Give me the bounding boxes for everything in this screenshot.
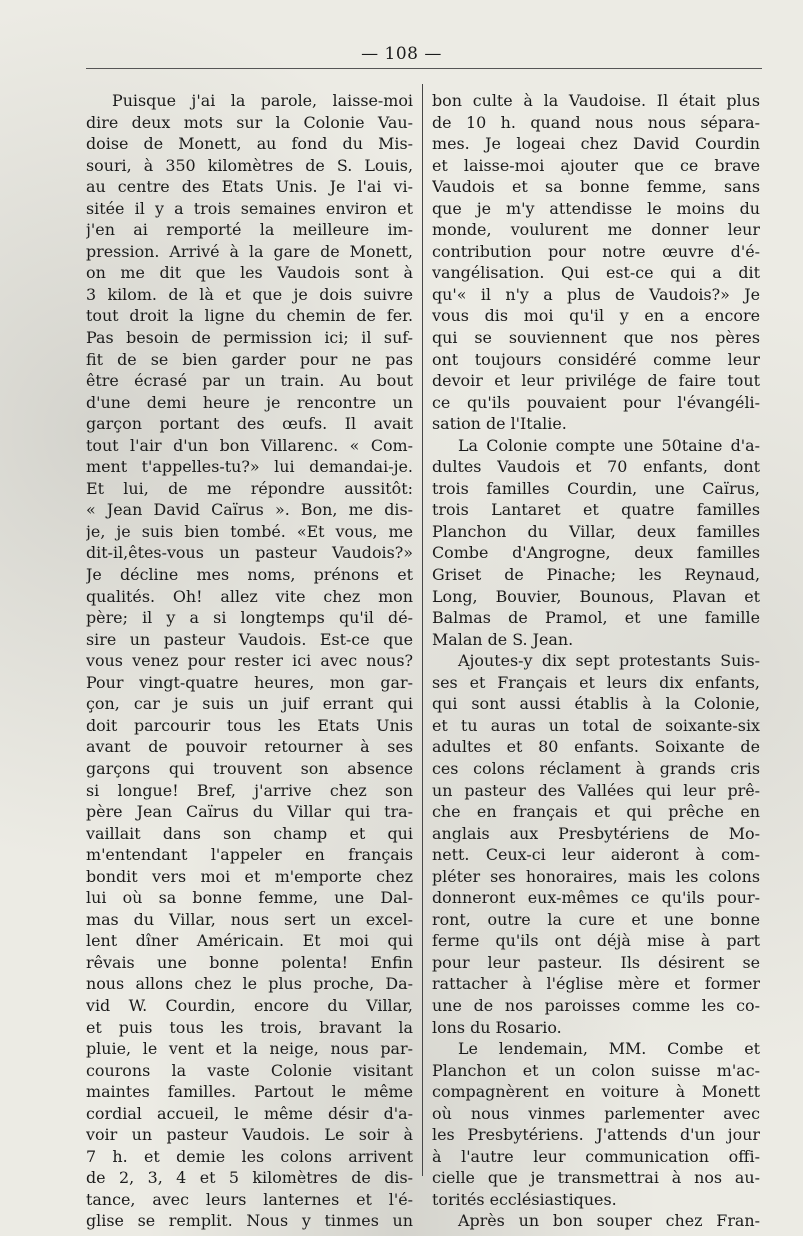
text-line: à l'autre leur communication offi- xyxy=(432,1146,760,1166)
text-line: garçon portant des œufs. Il avait xyxy=(86,414,413,434)
text-line: trois familles Courdin, une Caïrus, xyxy=(432,478,760,498)
text-line: je, je suis bien tombé. «Et vous, me xyxy=(86,521,413,541)
text-line: vous venez pour rester ici avec nous? xyxy=(86,651,413,671)
text-line: Planchon du Villar, deux familles xyxy=(432,521,760,541)
text-line: Griset de Pinache; les Reynaud, xyxy=(432,565,760,585)
text-line: La Colonie compte une 50taine d'a- xyxy=(458,435,760,455)
text-line: qui sont aussi établis à la Colonie, xyxy=(432,694,760,714)
text-line: Puisque j'ai la parole, laisse-moi xyxy=(112,91,413,110)
text-line: mes. Je logeai chez David Courdin xyxy=(432,134,760,154)
text-line: torités ecclésiastiques. xyxy=(432,1189,617,1209)
page-number: — 108 — xyxy=(361,44,442,64)
text-line: cielle que je transmettrai à nos au- xyxy=(432,1168,760,1188)
text-line: Planchon et un colon suisse m'ac- xyxy=(432,1060,760,1080)
text-line: glise se remplit. Nous y tinmes un xyxy=(86,1211,413,1231)
text-line: bon culte à la Vaudoise. Il était plus xyxy=(432,91,760,110)
text-line: lent dîner Américain. Et moi qui xyxy=(86,931,413,951)
text-line: m'entendant l'appeler en français xyxy=(86,845,413,865)
text-line: doise de Monett, au fond du Mis- xyxy=(86,134,413,154)
text-line: çon, car je suis un juif errant qui xyxy=(86,694,413,714)
text-line: et puis tous les trois, bravant la xyxy=(86,1017,413,1037)
text-line: j'en ai remporté la meilleure im- xyxy=(86,220,413,240)
text-line: anglais aux Presbytériens de Mo- xyxy=(432,823,760,843)
text-line: maintes familles. Partout le même xyxy=(86,1082,413,1102)
text-line: on me dit que les Vaudois sont à xyxy=(86,263,413,283)
text-line: sation de l'Italie. xyxy=(432,414,567,434)
text-line: de 2, 3, 4 et 5 kilomètres de dis- xyxy=(86,1168,413,1188)
text-line: mas du Villar, nous sert un excel- xyxy=(86,909,413,929)
text-line: ses et Français et leurs dix enfants, xyxy=(432,672,760,692)
text-line: où nous vinmes parlementer avec xyxy=(432,1103,760,1123)
text-line: bondit vers moi et m'emporte chez xyxy=(86,866,413,886)
text-line: Vaudois et sa bonne femme, sans xyxy=(432,177,760,197)
text-line: voir un pasteur Vaudois. Le soir à xyxy=(86,1125,413,1145)
text-line: sitée il y a trois semaines environ et xyxy=(86,198,413,218)
text-line: ment t'appelles-tu?» lui demandai-je. xyxy=(86,457,413,477)
text-line: que je m'y attendisse le moins du xyxy=(432,198,760,218)
text-line: courons la vaste Colonie visitant xyxy=(86,1060,413,1080)
text-line: devoir et leur privilége de faire tout xyxy=(432,371,760,391)
text-line: pluie, le vent et la neige, nous par- xyxy=(86,1039,413,1059)
text-line: lui où sa bonne femme, une Dal- xyxy=(86,888,413,908)
text-line: être écrasé par un train. Au bout xyxy=(86,371,413,391)
text-line: vaillait dans son champ et qui xyxy=(86,823,413,843)
text-line: et tu auras un total de soixante-six xyxy=(432,715,760,735)
text-line: qualités. Oh! allez vite chez mon xyxy=(86,586,413,606)
text-line: 3 kilom. de là et que je dois suivre xyxy=(86,284,413,304)
text-line: avant de pouvoir retourner à ses xyxy=(86,737,413,757)
text-line: ces colons réclament à grands cris xyxy=(432,758,760,778)
text-line: compagnèrent en voiture à Monett xyxy=(432,1082,760,1102)
text-line: qui se souviennent que nos pères xyxy=(432,328,760,348)
right-column xyxy=(432,90,760,1232)
text-line: ferme qu'ils ont déjà mise à part xyxy=(432,931,760,951)
left-column xyxy=(86,90,413,1232)
text-line: père Jean Caïrus du Villar qui tra- xyxy=(86,802,413,822)
text-line: d'une demi heure je rencontre un xyxy=(86,392,413,412)
text-line: souri, à 350 kilomètres de S. Louis, xyxy=(86,155,413,175)
text-line: Malan de S. Jean. xyxy=(432,629,574,649)
text-line: pléter ses honoraires, mais les colons xyxy=(432,866,760,886)
header-rule xyxy=(86,68,762,69)
text-line: Long, Bouvier, Bounous, Plavan et xyxy=(432,586,760,606)
text-line: qu'« il n'y a plus de Vaudois?» Je xyxy=(432,284,760,304)
text-line: nous allons chez le plus proche, Da- xyxy=(86,974,413,994)
text-line: Balmas de Pramol, et une famille xyxy=(432,608,760,628)
text-line: « Jean David Caïrus ». Bon, me dis- xyxy=(86,500,413,520)
text-line: Pour vingt-quatre heures, mon gar- xyxy=(86,672,413,692)
text-line: dit-il,êtes-vous un pasteur Vaudois?» xyxy=(86,543,413,563)
text-line: rêvais une bonne polenta! Enfin xyxy=(86,952,413,972)
text-line: Ajoutes-y dix sept protestants Suis- xyxy=(458,651,760,671)
text-line: adultes et 80 enfants. Soixante de xyxy=(432,737,760,757)
text-line: che en français et qui prêche en xyxy=(432,802,760,822)
text-line: pour leur pasteur. Ils désirent se xyxy=(432,952,760,972)
text-line: tance, avec leurs lanternes et l'é- xyxy=(86,1189,413,1209)
text-line: donneront eux-mêmes ce qu'ils pour- xyxy=(432,888,760,908)
text-line: trois Lantaret et quatre familles xyxy=(432,500,760,520)
text-line: cordial accueil, le même désir d'a- xyxy=(86,1103,413,1123)
text-line: sire un pasteur Vaudois. Est-ce que xyxy=(86,629,413,649)
text-line: lons du Rosario. xyxy=(432,1017,562,1037)
text-line: rattacher à l'église mère et former xyxy=(432,974,760,994)
text-line: nett. Ceux-ci leur aideront à com- xyxy=(432,845,760,865)
text-line: une de nos paroisses comme les co- xyxy=(432,995,760,1015)
text-line: Je décline mes noms, prénons et xyxy=(86,565,413,585)
text-line: Et lui, de me répondre aussitôt: xyxy=(86,478,413,498)
text-line: au centre des Etats Unis. Je l'ai vi- xyxy=(86,177,413,197)
text-line: pression. Arrivé à la gare de Monett, xyxy=(86,241,413,261)
text-line: ce qu'ils pouvaient pour l'évangéli- xyxy=(432,392,760,412)
text-line: dire deux mots sur la Colonie Vau- xyxy=(86,112,413,132)
text-line: tout droit la ligne du chemin de fer. xyxy=(86,306,413,326)
text-line: dultes Vaudois et 70 enfants, dont xyxy=(432,457,760,477)
text-line: Pas besoin de permission ici; il suf- xyxy=(86,328,413,348)
text-line: ont toujours considéré comme leur xyxy=(432,349,760,369)
text-line: un pasteur des Vallées qui leur prê- xyxy=(432,780,760,800)
text-line: Combe d'Angrogne, deux familles xyxy=(432,543,760,563)
text-line: et laisse-moi ajouter que ce brave xyxy=(432,155,760,175)
text-line: vangélisation. Qui est-ce qui a dit xyxy=(432,263,760,283)
text-line: vid W. Courdin, encore du Villar, xyxy=(86,995,413,1015)
column-divider xyxy=(422,84,423,1176)
text-line: ront, outre la cure et une bonne xyxy=(432,909,760,929)
text-line: fit de se bien garder pour ne pas xyxy=(86,349,413,369)
text-line: doit parcourir tous les Etats Unis xyxy=(86,715,413,735)
text-line: monde, voulurent me donner leur xyxy=(432,220,760,240)
text-line: de 10 h. quand nous nous sépara- xyxy=(432,112,760,132)
text-line: vous dis moi qu'il y en a encore xyxy=(432,306,760,326)
text-line: Le lendemain, MM. Combe et xyxy=(458,1039,760,1059)
text-line: tout l'air d'un bon Villarenc. « Com- xyxy=(86,435,413,455)
text-line: les Presbytériens. J'attends d'un jour xyxy=(432,1125,760,1145)
text-line: garçons qui trouvent son absence xyxy=(86,758,413,778)
text-line: Après un bon souper chez Fran- xyxy=(458,1211,760,1231)
text-line: 7 h. et demie les colons arrivent xyxy=(86,1146,413,1166)
text-line: si longue! Bref, j'arrive chez son xyxy=(86,780,413,800)
text-line: contribution pour notre œuvre d'é- xyxy=(432,241,760,261)
text-line: père; il y a si longtemps qu'il dé- xyxy=(86,608,413,628)
